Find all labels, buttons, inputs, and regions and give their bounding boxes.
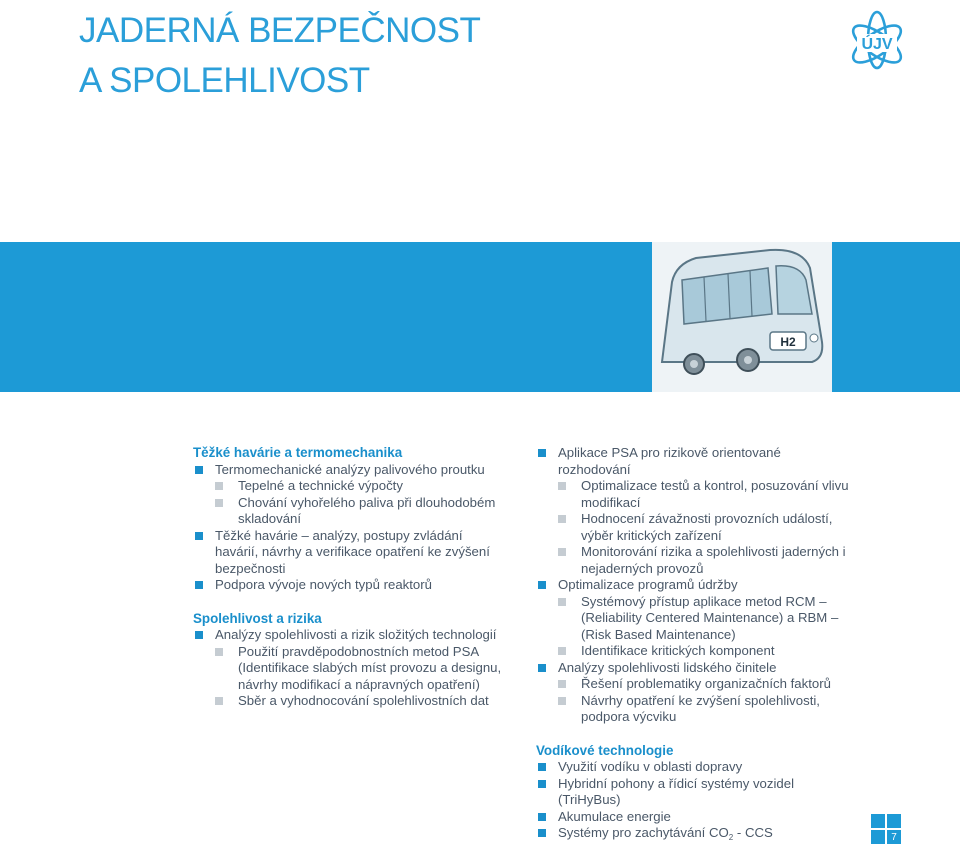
section-heading-severe-accidents: Těžké havárie a termomechanika — [193, 445, 403, 460]
reliability-list — [193, 627, 503, 710]
ccs-subscript: 2 — [728, 833, 734, 842]
left-column — [193, 445, 503, 710]
list-item: Monitorování rizika a spolehlivosti jaderných i nejaderných provozů — [536, 544, 856, 577]
ccs-text: Systémy pro zachytávání CO — [558, 825, 729, 840]
list-item: Hybridní pohony a řídicí systémy vozidel (TriHyBus) — [536, 776, 856, 809]
hydrogen-list — [536, 759, 856, 847]
psa-list — [536, 445, 856, 726]
list-item: Využití vodíku v oblasti dopravy — [536, 759, 856, 776]
bus-badge: H2 — [780, 335, 796, 349]
right-column — [536, 445, 856, 847]
section-heading-reliability: Spolehlivost a rizika — [193, 610, 322, 626]
list-item: Optimalizace testů a kontrol, posuzování vlivu modifikací — [536, 478, 856, 511]
hydrogen-bus-image — [652, 242, 832, 392]
severe-accidents-list — [193, 462, 503, 594]
mosaic-square — [887, 814, 901, 828]
logo-text: ÚJV — [861, 36, 893, 53]
list-item: Tepelné a technické výpočty — [193, 478, 503, 495]
list-item: Chování vyhořelého paliva při dlouhodobém skladování — [193, 495, 503, 528]
atom-logo-icon — [846, 6, 908, 76]
section-heading-hydrogen: Vodíkové technologie — [536, 742, 674, 758]
list-item: Systémový přístup aplikace metod RCM – (Reliability Centered Maintenance) a RBM – (Risk Based Maintenance) — [536, 594, 856, 644]
page-title-line-2: A SPOLEHLIVOST — [79, 61, 370, 100]
list-item: Analýzy spolehlivosti a rizik složitých technologií — [193, 627, 503, 644]
mosaic-square — [871, 830, 885, 844]
ccs-suffix: - CCS — [733, 825, 773, 840]
list-item: Akumulace energie — [536, 809, 856, 826]
list-item: Použití pravděpodobnostních metod PSA (Identifikace slabých míst provozu a designu, návrhy modifikací a nápravných opatření) — [193, 644, 503, 694]
list-item: Sběr a vyhodnocování spolehlivostních dat — [193, 693, 503, 710]
page-title-line-1: JADERNÁ BEZPEČNOST — [79, 11, 481, 50]
list-item: Analýzy spolehlivosti lidského činitele — [536, 660, 856, 677]
list-item: Aplikace PSA pro rizikově orientované rozhodování — [536, 445, 856, 478]
list-item: Hodnocení závažnosti provozních událostí, výběr kritických zařízení — [536, 511, 856, 544]
list-item: Termomechanické analýzy palivového proutku — [193, 462, 503, 479]
list-item: Těžké havárie – analýzy, postupy zvládání havárií, návrhy a verifikace opatření ke zvýšení bezpečnosti — [193, 528, 503, 578]
page-number: 7 — [891, 832, 897, 843]
list-item: Řešení problematiky organizačních faktorů — [536, 676, 856, 693]
list-item: Optimalizace programů údržby — [536, 577, 856, 594]
list-item: Návrhy opatření ke zvýšení spolehlivosti, podpora výcviku — [536, 693, 856, 726]
list-item: Identifikace kritických komponent — [536, 643, 856, 660]
mosaic-square — [871, 814, 885, 828]
list-item-ccs — [536, 825, 856, 847]
page-title — [79, 6, 480, 106]
list-item: Podpora vývoje nových typů reaktorů — [193, 577, 503, 594]
